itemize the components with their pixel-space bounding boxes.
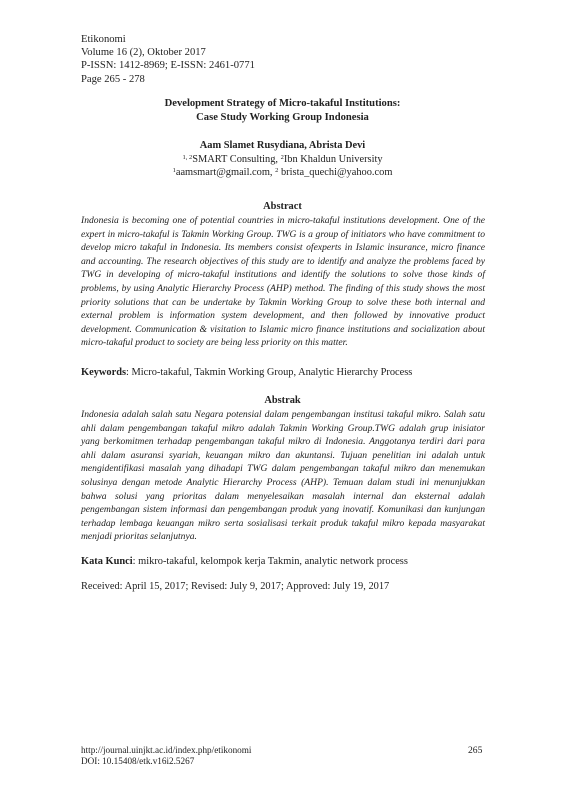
journal-name: Etikonomi xyxy=(81,34,126,45)
kata-kunci-label: Kata Kunci xyxy=(81,556,133,567)
kata-kunci-list: : mikro-takaful, kelompok kerja Takmin, analytic network process xyxy=(132,556,408,567)
submission-dates: Received: April 15, 2017; Revised: July 9, 2017; Approved: July 19, 2017 xyxy=(81,581,390,592)
affiliation-marker-2: 2 xyxy=(280,153,284,161)
author-names: Aam Slamet Rusydiana, Abrista Devi xyxy=(199,140,366,151)
author-block xyxy=(60,139,505,180)
journal-issn: P-ISSN: 1412-8969; E-ISSN: 2461-0771 xyxy=(81,60,255,72)
author-emails xyxy=(60,166,505,180)
journal-url: http://journal.uinjkt.ac.id/index.php/etikonomi xyxy=(81,745,252,755)
affiliation-1: SMART Consulting, xyxy=(192,153,281,165)
abstrak-text: Indonesia adalah salah satu Negara potensial dalam pengembangan institusi takaful mikro. Salah satu ahli dalam pengembangan takaful mikro adalah Takmin Working Group.TWG adalah grup inisiator yang berkomitmen terhadap pengembangan takaful mikro di Indonesia. Anggotanya terdiri dari para ahli dalam asuransi syariah, keuangan mikro dan akuntansi. Tujuan penelitian ini adalah untuk mengidentifikasi masalah yang dihadapi TWG dalam pengembangan takaful mikro dan menemukan solusinya dengan metode Analytic Hierarchy Process (AHP). Temuan dalam studi ini menunjukkan bahwa solusi yang prioritas dalam menyelesaikan masalah internal dan eksternal adalah pengembangan sistem informasi dan pengembangan produk yang inovatif. Komunikasi dan kunjungan terhadap lembaga keuangan mikro serta sosialisasi terkait produk takaful mikro kepada masyarakat menjadi prioritas selanjutnya. xyxy=(81,409,485,543)
email-1: aamsmart@gmail.com, xyxy=(175,167,276,178)
email-marker-2: 2 xyxy=(275,167,279,174)
paper-title xyxy=(60,97,505,125)
email-marker-1: 1 xyxy=(172,167,176,174)
abstrak-heading: Abstrak xyxy=(264,395,301,406)
paper-title-line-1: Development Strategy of Micro-takaful Institutions: xyxy=(164,98,401,109)
author-affiliations xyxy=(60,153,505,167)
affiliation-2: Ibn Khaldun University xyxy=(283,153,383,165)
abstract-heading: Abstract xyxy=(263,201,302,212)
email-2: brista_quechi@yahoo.com xyxy=(278,167,393,178)
paper-title-line-2: Case Study Working Group Indonesia xyxy=(196,112,369,123)
journal-volume: Volume 16 (2), Oktober 2017 xyxy=(81,47,206,59)
keywords-list: : Micro-takaful, Takmin Working Group, Analytic Hierarchy Process xyxy=(126,367,413,378)
page-footer xyxy=(81,745,251,767)
keywords-line xyxy=(81,366,491,380)
doi: DOI: 10.15408/etk.v16i2.5267 xyxy=(81,756,195,767)
abstract-text: Indonesia is becoming one of potential countries in micro-takaful institutions development. One of the expert in micro-takaful is Takmin Working Group. TWG is a group of initiators who have commitment to develop micro takaful in Indonesia. Its members consist ofexperts in Islamic insurance, micro finance and accounting. The research objectives of this study are to identify and analyze the problems faced by TWG in developing of micro-takaful institutions and identify the solutions to solve those kinds of problems, by using Analytic Hierarchy Process (AHP) method. The finding of this study shows the most priority solutions that can be undertake by Takmin Working Group to solve these both internal and external problem is information system development, and then followed by innovative product development. Communication & visitation to Islamic micro finance institutions and socialization about micro-takaful product to society are being less priority on this matter. xyxy=(81,215,485,349)
kata-kunci-line xyxy=(81,555,491,569)
page-number: 265 xyxy=(468,745,483,756)
keywords-label: Keywords xyxy=(81,367,127,378)
affiliation-marker-1: 1, 2 xyxy=(182,153,193,161)
journal-pages: Page 265 - 278 xyxy=(81,73,145,85)
journal-header xyxy=(81,33,255,86)
